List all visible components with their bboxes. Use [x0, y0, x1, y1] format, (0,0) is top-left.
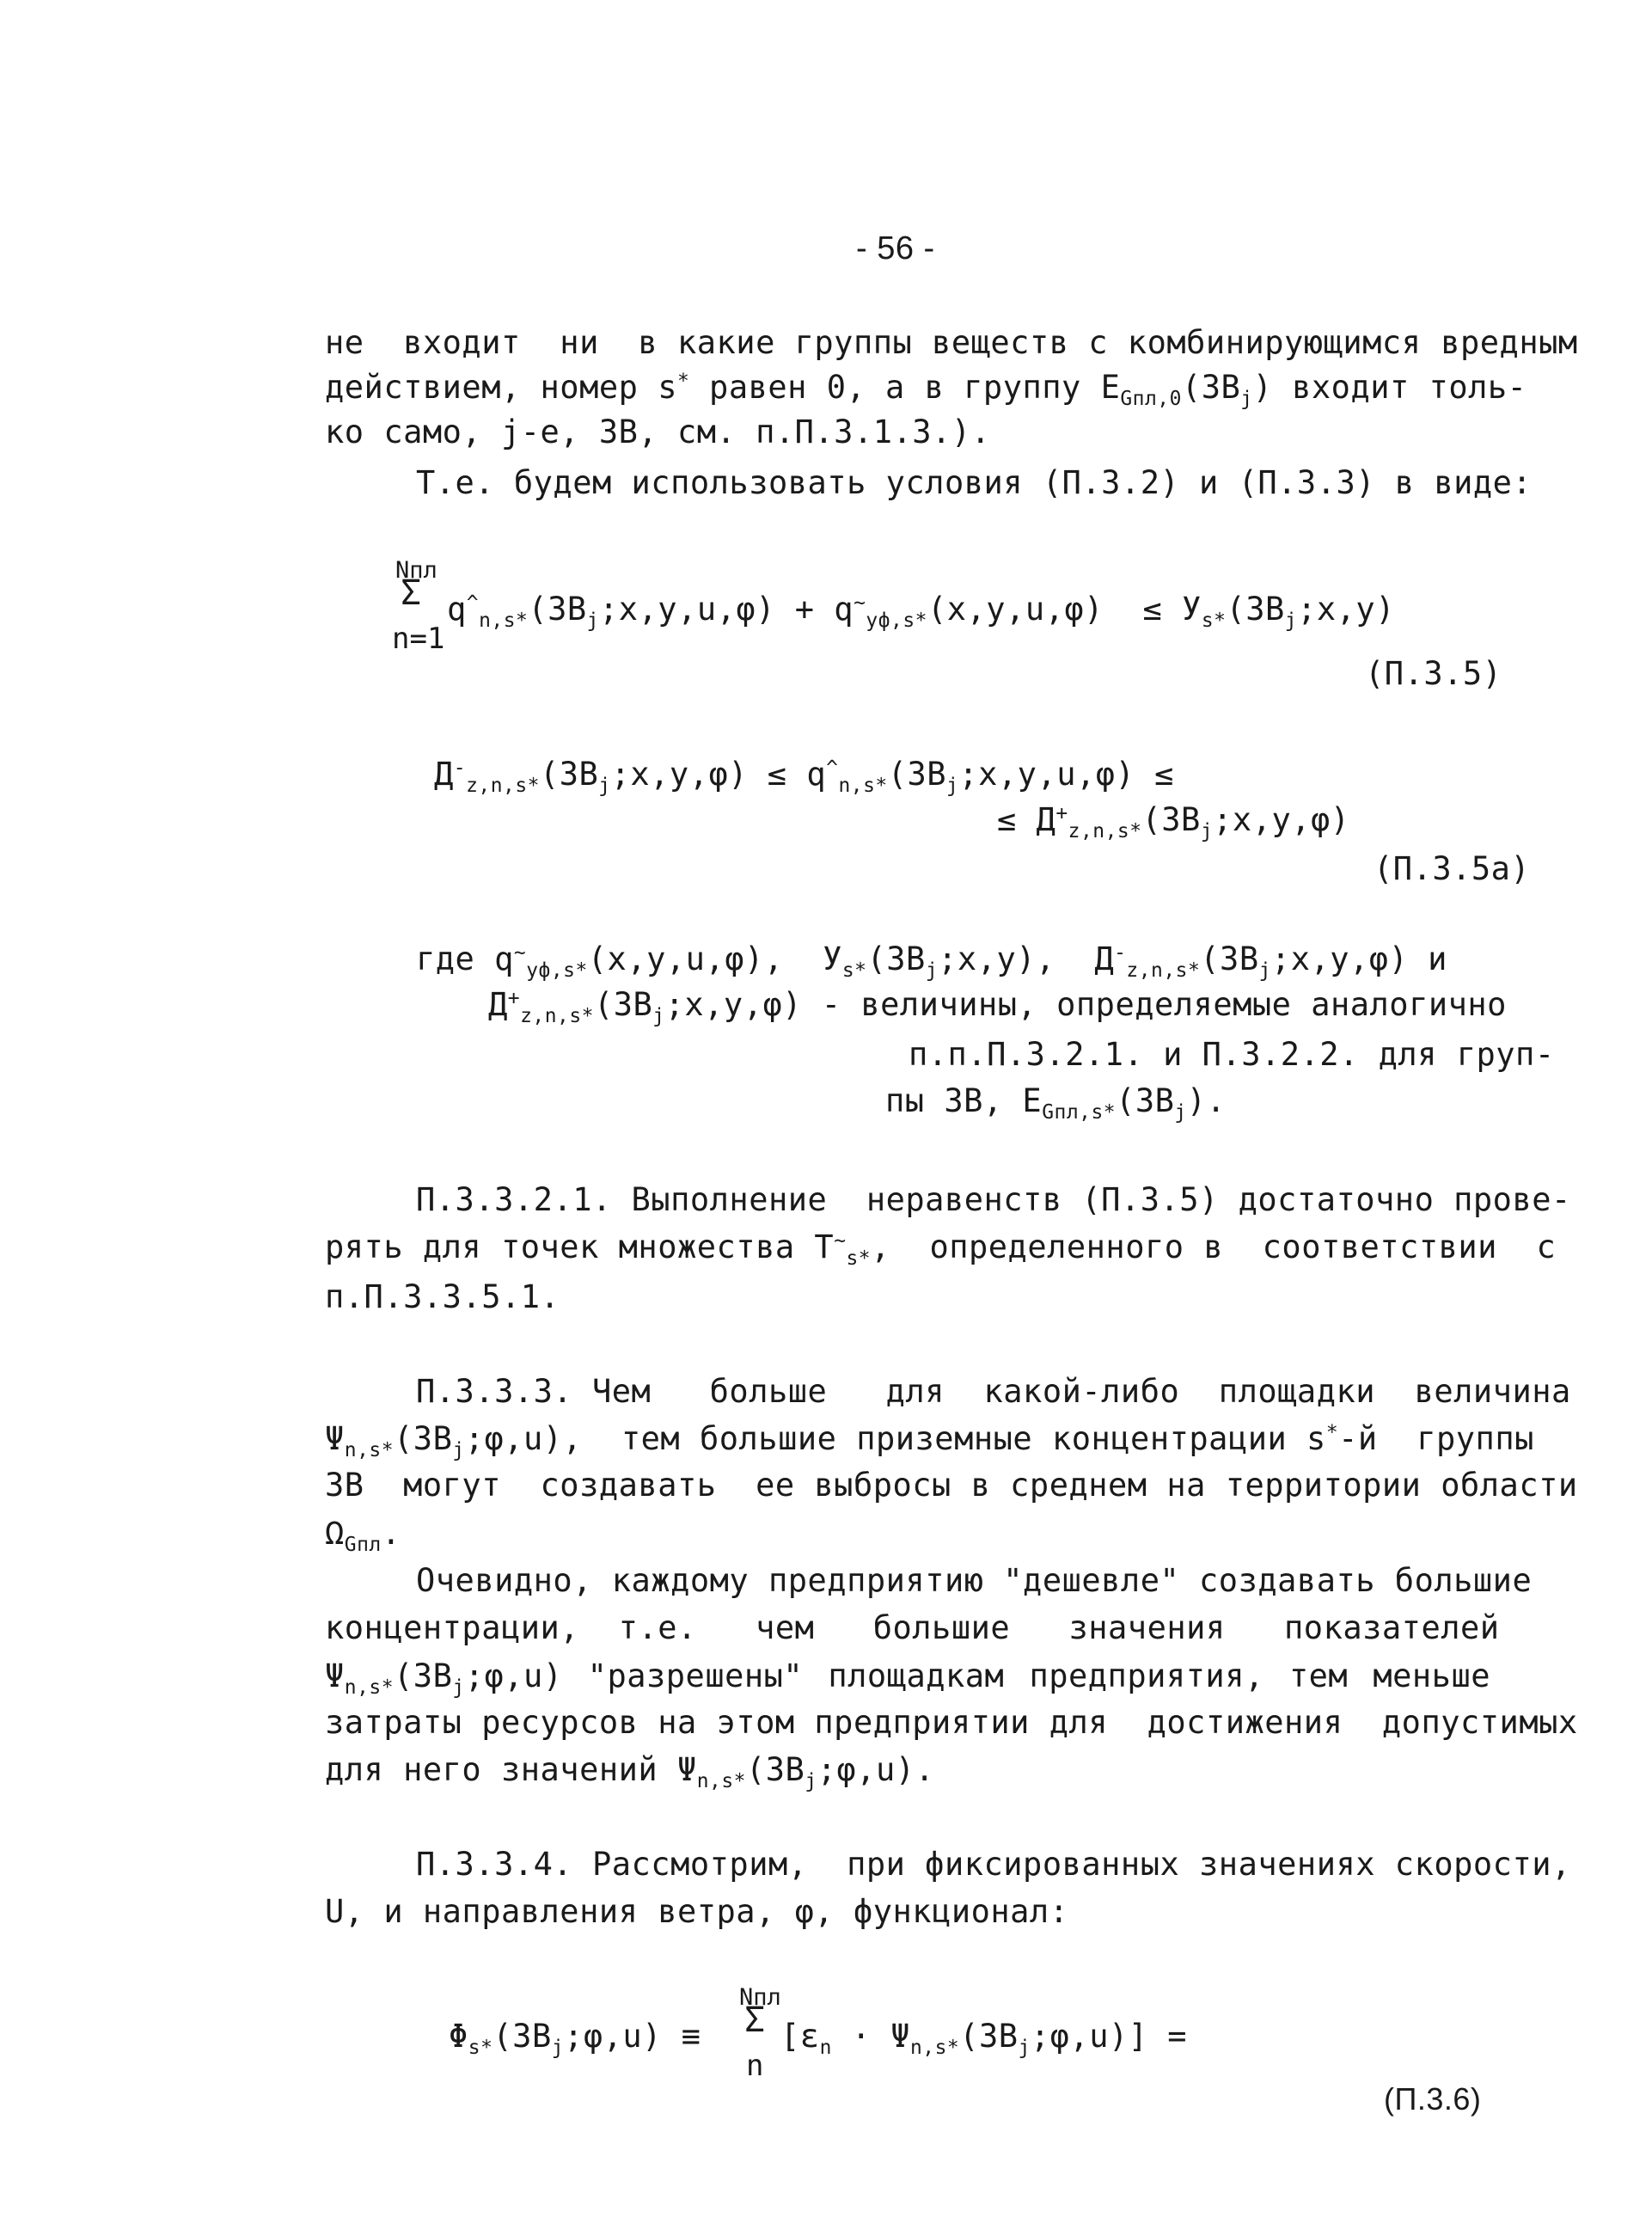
obv-line-1: Очевидно, каждому предприятию "дешевле" создавать большие: [416, 1562, 1533, 1599]
p333-line-1: П.3.3.3. Чем больше для какой-либо площадки величина: [416, 1373, 1571, 1410]
intro-line-4: Т.е. будем использовать условия (П.3.2) и (П.3.3) в виде:: [416, 464, 1533, 501]
eq35a-line-2: ≤ $Д^+_{z,n,s*}(ЗВ_j;x,y,\varphi)$: [997, 801, 1350, 843]
obv-line-5: для него значений $\Psi_{n,s*}(ЗВ_j;\varphi,u)$.: [325, 1751, 935, 1793]
eq36-left: $\Phi_{s*}(ЗВ_j;\varphi,u)$ ≡: [449, 2018, 701, 2060]
where-line-2: $Д^+_{z,n,s*}(ЗВ_j;x,y,\varphi)$ - величины, определяемые аналогично: [488, 986, 1507, 1028]
where-line-4: пы ЗВ, $E_{Gпл,s*}(ЗВ_j)$.: [885, 1082, 1227, 1124]
eq36-right: [$\varepsilon_n$ · $\Psi_{n,s*}(ЗВ_j;\varphi,u)$] =: [780, 2018, 1188, 2060]
where-line-1: где $q^\sim_{уф,s*}(x,y,u,\varphi)$, $У_{s*}(ЗВ_j;x,y)$, $Д^-_{z,n,s*}(ЗВ_j;x,y,\varphi)$ и: [416, 940, 1447, 983]
eq35-summation: Nпл Σ n=1: [392, 557, 445, 656]
p3321-line-1: П.3.3.2.1. Выполнение неравенств (П.3.5) достаточно прове-: [416, 1181, 1571, 1218]
p333-line-3: ЗВ могут создавать ее выбросы в среднем на территории области: [325, 1467, 1578, 1504]
p3321-line-2: рять для точек множества $T^\sim_{s*}$, определенного в соответствии с: [325, 1228, 1557, 1271]
eq35-label: (П.3.5): [1365, 655, 1502, 692]
p334-line-1: П.3.3.4. Рассмотрим, при фиксированных значениях скорости,: [416, 1846, 1571, 1883]
eq35a-label: (П.3.5а): [1374, 850, 1531, 887]
eq36-label: (П.3.6): [1384, 2081, 1482, 2117]
obv-line-3: $\Psi_{n,s*}(ЗВ_j;\varphi,u)$ "разрешены" площадкам предприятия, тем меньше: [325, 1657, 1490, 1700]
where-line-3: п.п.П.3.2.1. и П.3.2.2. для груп-: [909, 1036, 1555, 1073]
p333-line-4: $\Omega_{Gпл}$.: [325, 1515, 401, 1557]
intro-line-2: действием, номер s* равен 0, а в группу $E_{Gпл,0}(ЗВ_j)$ входит толь-: [325, 369, 1527, 411]
intro-line-1: не входит ни в какие группы веществ с комбинирующимся вредным: [325, 324, 1578, 361]
p3321-line-3: п.П.3.3.5.1.: [325, 1278, 560, 1315]
obv-line-2: концентрации, т.е. чем большие значения показателей: [325, 1609, 1500, 1646]
intro-line-3: ко само, j-е, ЗВ, см. п.П.3.1.3.).: [325, 414, 991, 450]
eq35a-line-1: $Д^-_{z,n,s*}(ЗВ_j;x,y,\varphi)$ ≤ $q^{\^{}}_{n,s*}(ЗВ_j;x,y,u,\varphi)$ ≤: [434, 756, 1174, 798]
page-number: - 56 -: [856, 230, 935, 267]
obv-line-4: затраты ресурсов на этом предприятии для достижения допустимых: [325, 1704, 1578, 1741]
p333-line-2: $\Psi_{n,s*}(ЗВ_j;\varphi,u)$, тем большие приземные концентрации s*-й группы: [325, 1420, 1534, 1462]
p334-line-2: U, и направления ветра, φ, функционал:: [325, 1893, 1069, 1930]
eq35-body: $q^{\^{}}_{n,s*}(ЗВ_j;x,y,u,\varphi) + q^\sim_{уф,s*}(x,y,u,\varphi)$ ≤ $У_{s*}(ЗВ_j;x,y)$: [447, 591, 1395, 633]
eq36-summation: Nпл Σ n: [739, 1984, 781, 2083]
